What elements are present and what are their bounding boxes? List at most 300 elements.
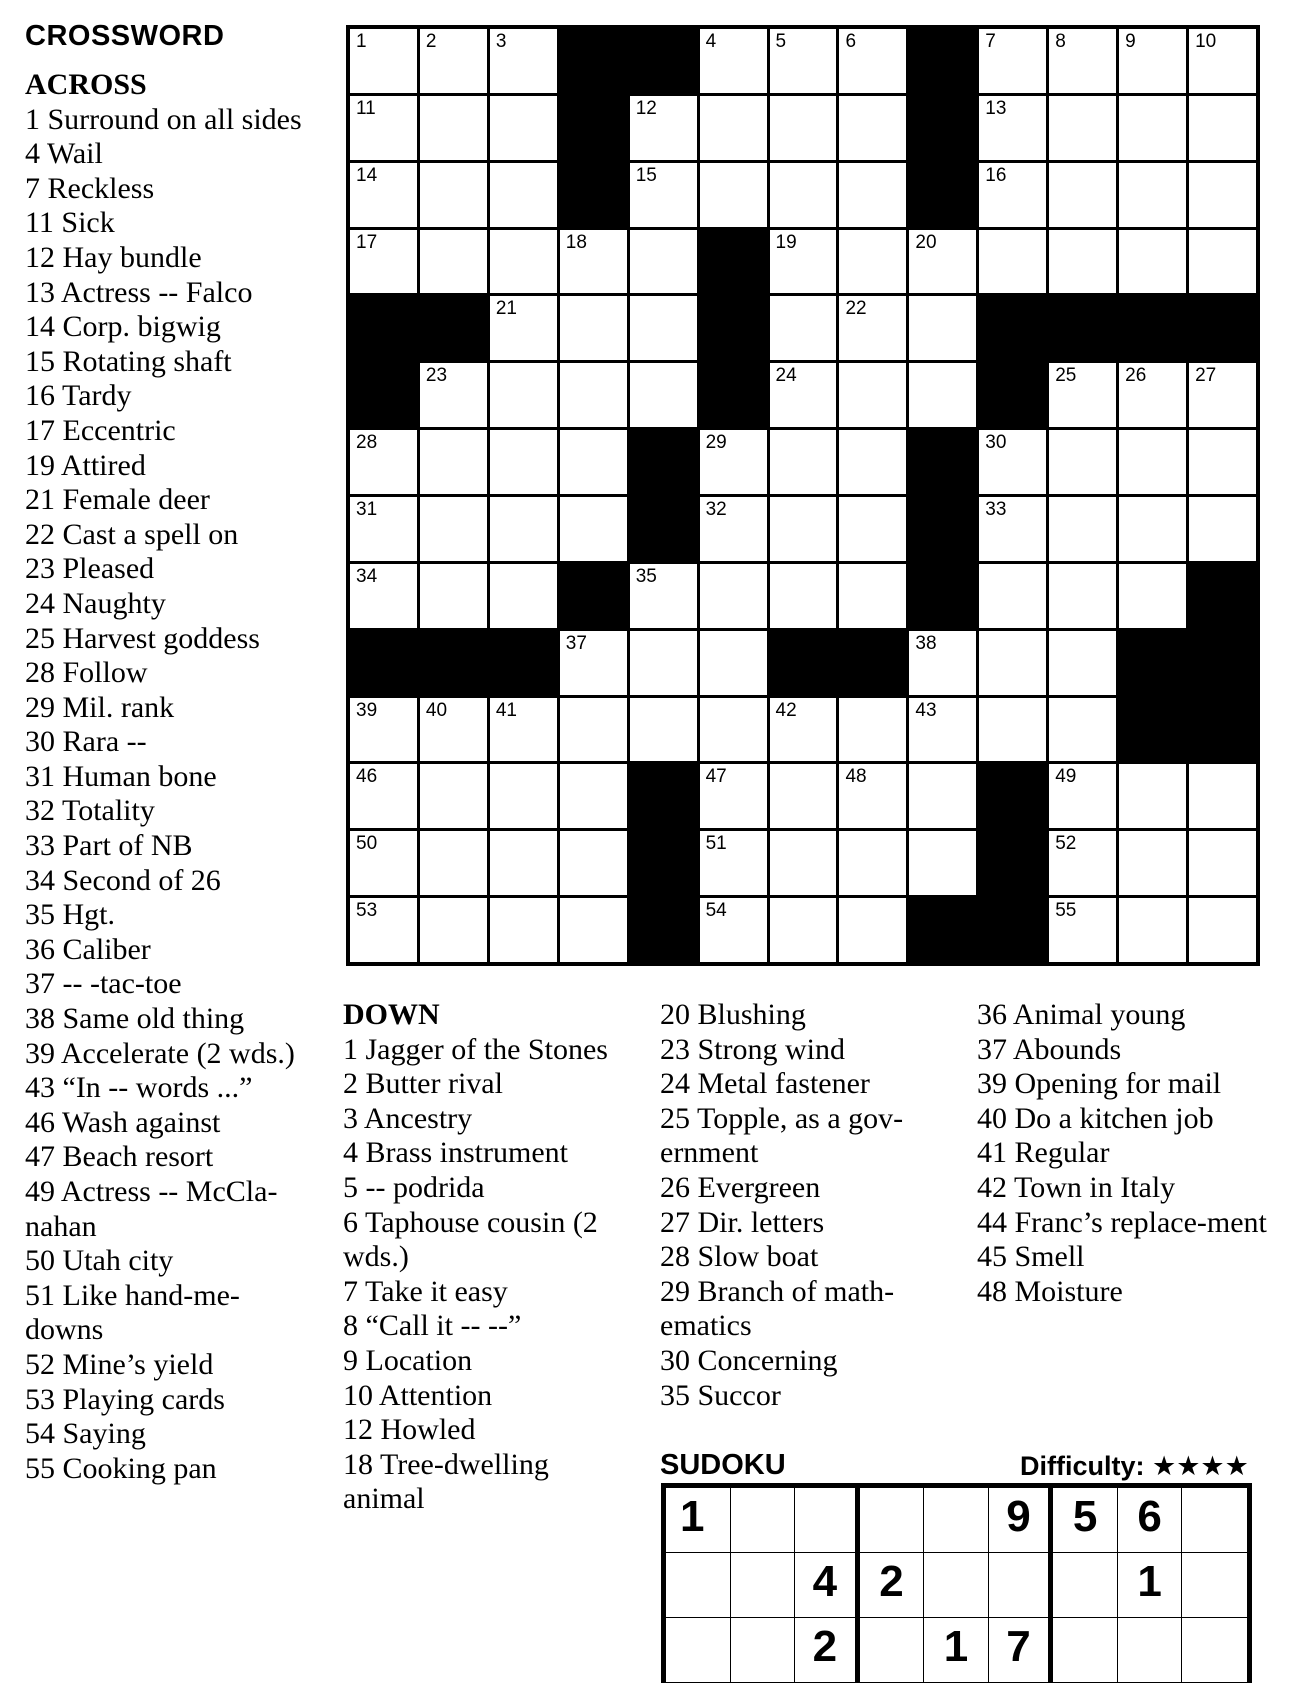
- sudoku-cell[interactable]: [1053, 1618, 1118, 1683]
- clue-number: 26: [1125, 365, 1147, 387]
- crossword-cell[interactable]: [1189, 363, 1256, 427]
- clue-number: 33: [985, 499, 1007, 520]
- crossword-black-square: [1119, 631, 1186, 695]
- clue-number: 23: [425, 365, 448, 387]
- sudoku-title: SUDOKU: [660, 1449, 786, 1481]
- crossword-cell[interactable]: [490, 230, 557, 294]
- clue: 43 “In -- words ...”: [25, 1071, 253, 1105]
- clue: 21 Female deer: [25, 483, 210, 517]
- crossword-cell[interactable]: [1119, 230, 1186, 294]
- sudoku-cell[interactable]: 7: [989, 1618, 1054, 1683]
- sudoku-cell[interactable]: [860, 1618, 925, 1683]
- crossword-black-square: [630, 29, 697, 93]
- sudoku-cell[interactable]: [731, 1618, 796, 1683]
- crossword-cell[interactable]: [839, 163, 906, 227]
- crossword-cell[interactable]: [1119, 831, 1186, 895]
- crossword-cell[interactable]: [350, 163, 417, 227]
- clue-number: 1: [356, 31, 367, 52]
- clue: 1 Jagger of the Stones: [343, 1032, 608, 1066]
- crossword-cell[interactable]: [979, 497, 1046, 561]
- across-heading: ACROSS: [25, 68, 147, 101]
- crossword-cell[interactable]: [350, 831, 417, 895]
- clue: 38 Same old thing: [25, 1002, 245, 1036]
- clue: 11 Sick: [25, 206, 115, 240]
- crossword-cell[interactable]: [770, 764, 837, 828]
- crossword-black-square: [560, 29, 627, 93]
- sudoku-cell[interactable]: 1: [666, 1488, 731, 1553]
- clue-number: 3: [495, 31, 507, 52]
- crossword-cell[interactable]: [909, 363, 976, 427]
- clue-number: 39: [356, 699, 378, 721]
- crossword-black-square: [979, 363, 1046, 427]
- clue: 37 -- -tac-toe: [25, 967, 182, 1001]
- crossword-cell[interactable]: [1189, 497, 1256, 561]
- crossword-cell[interactable]: [909, 764, 976, 828]
- clue-number: 11: [356, 97, 376, 119]
- crossword-cell[interactable]: [1049, 764, 1116, 828]
- crossword-cell[interactable]: [1189, 230, 1256, 294]
- crossword-cell[interactable]: [350, 497, 417, 561]
- crossword-cell[interactable]: [350, 29, 417, 93]
- crossword-black-square: [1119, 296, 1186, 360]
- crossword-cell[interactable]: [700, 96, 767, 160]
- crossword-black-square: [350, 631, 417, 695]
- crossword-cell[interactable]: [420, 430, 487, 494]
- crossword-cell[interactable]: [560, 898, 627, 962]
- crossword-cell[interactable]: [1049, 96, 1116, 160]
- crossword-black-square: [420, 631, 487, 695]
- crossword-cell[interactable]: [420, 898, 487, 962]
- crossword-cell[interactable]: [350, 96, 417, 160]
- clue: 24 Metal fastener: [660, 1067, 870, 1101]
- crossword-cell[interactable]: [560, 631, 627, 695]
- crossword-cell[interactable]: [839, 698, 906, 762]
- clue-number: 22: [845, 298, 867, 320]
- clue: 24 Naughty: [25, 586, 166, 620]
- crossword-cell[interactable]: [420, 163, 487, 227]
- crossword-cell[interactable]: [1049, 29, 1116, 93]
- crossword-black-square: [350, 363, 417, 427]
- clue-number: 49: [1055, 766, 1077, 788]
- clue: 23 Strong wind: [660, 1032, 846, 1066]
- crossword-cell[interactable]: [979, 430, 1046, 494]
- clue: 49 Actress -- McCla-nahan: [25, 1175, 278, 1243]
- crossword-cell[interactable]: [700, 898, 767, 962]
- clue: 36 Animal young: [977, 998, 1186, 1031]
- crossword-cell[interactable]: [420, 764, 487, 828]
- sudoku-cell[interactable]: [924, 1488, 989, 1553]
- clue-number: 40: [425, 699, 448, 721]
- crossword-cell[interactable]: [1119, 363, 1186, 427]
- crossword-cell[interactable]: [420, 564, 487, 628]
- clue: 18 Tree-dwelling animal: [343, 1447, 549, 1516]
- crossword-cell[interactable]: [560, 430, 627, 494]
- crossword-cell[interactable]: [1189, 430, 1256, 494]
- sudoku-cell[interactable]: [924, 1553, 989, 1618]
- crossword-cell[interactable]: [1119, 497, 1186, 561]
- clue: 46 Wash against: [25, 1105, 221, 1139]
- clue: 2 Butter rival: [343, 1067, 503, 1101]
- crossword-cell[interactable]: [630, 698, 697, 762]
- clue: 30 Concerning: [660, 1343, 838, 1377]
- crossword-cell[interactable]: [420, 831, 487, 895]
- crossword-cell[interactable]: [1049, 898, 1116, 962]
- clue-number: 30: [985, 432, 1007, 454]
- clue: 23 Pleased: [25, 552, 155, 586]
- sudoku-cell[interactable]: 5: [1053, 1488, 1118, 1553]
- crossword-cell[interactable]: [560, 497, 627, 561]
- crossword-cell[interactable]: [560, 230, 627, 294]
- crossword-cell[interactable]: [1049, 230, 1116, 294]
- crossword-cell[interactable]: [700, 564, 767, 628]
- crossword-black-square: [630, 430, 697, 494]
- crossword-cell[interactable]: [700, 29, 767, 93]
- crossword-cell[interactable]: [1119, 564, 1186, 628]
- crossword-cell[interactable]: [700, 163, 767, 227]
- crossword-cell[interactable]: [770, 564, 837, 628]
- clue: 53 Playing cards: [25, 1382, 225, 1416]
- crossword-cell[interactable]: [1189, 831, 1256, 895]
- crossword-black-square: [979, 296, 1046, 360]
- clue-number: 10: [1195, 31, 1217, 52]
- clue: 30 Rara --: [25, 725, 147, 759]
- crossword-cell[interactable]: [1049, 497, 1116, 561]
- sudoku-grid: [661, 1483, 1252, 1683]
- crossword-black-square: [560, 564, 627, 628]
- clue: 39 Accelerate (2 wds.): [25, 1036, 295, 1070]
- clue: 50 Utah city: [25, 1244, 174, 1278]
- crossword-cell[interactable]: [1119, 96, 1186, 160]
- crossword-cell[interactable]: [700, 698, 767, 762]
- crossword-cell[interactable]: [420, 497, 487, 561]
- across-clue-list: [25, 103, 310, 1487]
- clue: 17 Eccentric: [25, 413, 176, 447]
- crossword-cell[interactable]: [490, 430, 557, 494]
- crossword-cell[interactable]: [1049, 430, 1116, 494]
- crossword-cell[interactable]: [909, 230, 976, 294]
- crossword-cell[interactable]: [839, 29, 906, 93]
- crossword-cell[interactable]: [350, 698, 417, 762]
- down-clue-list-2: [660, 998, 950, 1413]
- crossword-cell[interactable]: [560, 296, 627, 360]
- crossword-cell[interactable]: [420, 96, 487, 160]
- crossword-cell[interactable]: [770, 497, 837, 561]
- clue-number: 41: [495, 699, 517, 721]
- crossword-cell[interactable]: [839, 564, 906, 628]
- down-clues-column-3: [977, 998, 1277, 1309]
- sudoku-cell[interactable]: [666, 1553, 731, 1618]
- sudoku-cell[interactable]: [1182, 1488, 1247, 1553]
- crossword-cell[interactable]: [1119, 764, 1186, 828]
- across-clues: [25, 68, 310, 1486]
- clue: 22 Cast a spell on: [25, 517, 239, 551]
- sudoku-cell[interactable]: [1053, 1553, 1118, 1618]
- crossword-cell[interactable]: [700, 631, 767, 695]
- clue: 28 Slow boat: [660, 1240, 819, 1274]
- clue: 55 Cooking pan: [25, 1451, 217, 1485]
- crossword-cell[interactable]: [979, 230, 1046, 294]
- sudoku-cell[interactable]: [731, 1553, 796, 1618]
- clue: 34 Second of 26: [25, 863, 221, 897]
- crossword-cell[interactable]: [839, 430, 906, 494]
- clue: 33 Part of NB: [25, 829, 193, 863]
- crossword-cell[interactable]: [630, 564, 697, 628]
- sudoku-cell[interactable]: [1182, 1618, 1247, 1683]
- crossword-cell[interactable]: [420, 363, 487, 427]
- crossword-black-square: [770, 631, 837, 695]
- clue-number: 18: [565, 231, 587, 253]
- crossword-cell[interactable]: [490, 497, 557, 561]
- crossword-cell[interactable]: [770, 230, 837, 294]
- crossword-cell[interactable]: [490, 96, 557, 160]
- clue: 26 Evergreen: [660, 1170, 821, 1204]
- crossword-cell[interactable]: [630, 296, 697, 360]
- clue: 19 Attired: [25, 448, 146, 482]
- sudoku-cell[interactable]: [860, 1488, 925, 1553]
- clue: 40 Do a kitchen job: [977, 1101, 1214, 1135]
- clue: 32 Totality: [25, 794, 155, 828]
- crossword-cell[interactable]: [909, 698, 976, 762]
- clue: 42 Town in Italy: [977, 1170, 1176, 1204]
- crossword-cell[interactable]: [770, 898, 837, 962]
- crossword-cell[interactable]: [770, 698, 837, 762]
- crossword-cell[interactable]: [770, 430, 837, 494]
- crossword-cell[interactable]: [630, 631, 697, 695]
- sudoku-cell[interactable]: 2: [795, 1618, 860, 1683]
- clue-number: 55: [1055, 900, 1077, 922]
- crossword-cell[interactable]: [490, 898, 557, 962]
- crossword-cell[interactable]: [1189, 96, 1256, 160]
- clue-number: 12: [635, 97, 657, 119]
- crossword-cell[interactable]: [420, 29, 487, 93]
- crossword-cell[interactable]: [630, 96, 697, 160]
- crossword-cell[interactable]: [839, 764, 906, 828]
- crossword-cell[interactable]: [839, 497, 906, 561]
- crossword-cell[interactable]: [909, 631, 976, 695]
- clue: 3 Ancestry: [343, 1101, 473, 1135]
- clue-number: 19: [775, 231, 797, 253]
- crossword-cell[interactable]: [350, 764, 417, 828]
- sudoku-cell[interactable]: [666, 1618, 731, 1683]
- clue-number: 37: [565, 632, 587, 654]
- clue: 7 Reckless: [25, 171, 155, 205]
- sudoku-cell[interactable]: 4: [795, 1553, 860, 1618]
- crossword-cell[interactable]: [839, 230, 906, 294]
- down-heading: DOWN: [343, 998, 440, 1031]
- crossword-cell[interactable]: [700, 430, 767, 494]
- crossword-cell[interactable]: [490, 698, 557, 762]
- crossword-cell[interactable]: [350, 230, 417, 294]
- clue: 52 Mine’s yield: [25, 1347, 214, 1381]
- crossword-cell[interactable]: [1049, 363, 1116, 427]
- clue-number: 7: [985, 31, 996, 52]
- crossword-cell[interactable]: [839, 363, 906, 427]
- clue-number: 47: [705, 766, 727, 788]
- sudoku-cell[interactable]: 1: [924, 1618, 989, 1683]
- crossword-cell[interactable]: [630, 163, 697, 227]
- crossword-cell[interactable]: [1119, 163, 1186, 227]
- clue: 12 Howled: [343, 1413, 476, 1447]
- crossword-cell[interactable]: [420, 230, 487, 294]
- clue: 51 Like hand-me-downs: [25, 1278, 240, 1347]
- crossword-cell[interactable]: [1049, 564, 1116, 628]
- clue: 29 Mil. rank: [25, 690, 175, 724]
- clue-number: 53: [356, 900, 378, 922]
- sudoku-cell[interactable]: 2: [860, 1553, 925, 1618]
- crossword-cell[interactable]: [560, 363, 627, 427]
- clue: 35 Succor: [660, 1378, 781, 1412]
- crossword-cell[interactable]: [1049, 163, 1116, 227]
- clue-number: 43: [915, 699, 937, 721]
- crossword-black-square: [630, 898, 697, 962]
- crossword-black-square: [560, 96, 627, 160]
- clue: 16 Tardy: [25, 379, 132, 413]
- clue: 8 “Call it -- --”: [343, 1309, 522, 1343]
- crossword-black-square: [1189, 698, 1256, 762]
- crossword-cell[interactable]: [490, 764, 557, 828]
- crossword-cell[interactable]: [350, 564, 417, 628]
- crossword-cell[interactable]: [839, 296, 906, 360]
- crossword-cell[interactable]: [770, 29, 837, 93]
- crossword-cell[interactable]: [909, 831, 976, 895]
- crossword-black-square: [909, 29, 976, 93]
- crossword-black-square: [909, 497, 976, 561]
- clue: 41 Regular: [977, 1136, 1110, 1170]
- crossword-cell[interactable]: [839, 831, 906, 895]
- crossword-cell[interactable]: [490, 363, 557, 427]
- crossword-cell[interactable]: [350, 430, 417, 494]
- clue: 9 Location: [343, 1343, 473, 1377]
- down-clue-list-1: [343, 1033, 633, 1517]
- crossword-black-square: [909, 898, 976, 962]
- crossword-cell[interactable]: [1189, 163, 1256, 227]
- crossword-cell[interactable]: [770, 831, 837, 895]
- clue-number: 34: [356, 565, 378, 587]
- clue-number: 4: [705, 31, 717, 52]
- sudoku-cell[interactable]: [1118, 1618, 1183, 1683]
- clue: 15 Rotating shaft: [25, 344, 232, 378]
- clue: 39 Opening for mail: [977, 1067, 1222, 1101]
- crossword-cell[interactable]: [979, 564, 1046, 628]
- crossword-title: CROSSWORD: [25, 20, 225, 52]
- crossword-cell[interactable]: [560, 831, 627, 895]
- sudoku-cell[interactable]: [731, 1488, 796, 1553]
- crossword-cell[interactable]: [979, 29, 1046, 93]
- clue: 4 Wail: [25, 137, 103, 171]
- sudoku-cell[interactable]: 6: [1118, 1488, 1183, 1553]
- clue: 45 Smell: [977, 1240, 1085, 1274]
- clue-number: 52: [1055, 833, 1077, 855]
- crossword-cell[interactable]: [700, 831, 767, 895]
- difficulty-stars: ★★★★: [1152, 1451, 1249, 1481]
- crossword-black-square: [700, 363, 767, 427]
- crossword-cell[interactable]: [1119, 898, 1186, 962]
- clue: 28 Follow: [25, 656, 148, 690]
- clue: 12 Hay bundle: [25, 240, 202, 274]
- crossword-cell[interactable]: [1049, 831, 1116, 895]
- crossword-cell[interactable]: [770, 296, 837, 360]
- crossword-cell[interactable]: [1049, 698, 1116, 762]
- crossword-cell[interactable]: [979, 698, 1046, 762]
- crossword-cell[interactable]: [1119, 29, 1186, 93]
- crossword-black-square: [700, 296, 767, 360]
- crossword-cell[interactable]: [839, 96, 906, 160]
- clue: 36 Caliber: [25, 932, 151, 966]
- crossword-cell[interactable]: [630, 230, 697, 294]
- crossword-cell[interactable]: [490, 831, 557, 895]
- crossword-cell[interactable]: [630, 363, 697, 427]
- crossword-cell[interactable]: [700, 764, 767, 828]
- crossword-cell[interactable]: [770, 96, 837, 160]
- clue-number: 29: [705, 432, 727, 454]
- crossword-black-square: [630, 831, 697, 895]
- crossword-black-square: [420, 296, 487, 360]
- crossword-cell[interactable]: [770, 163, 837, 227]
- crossword-cell[interactable]: [839, 898, 906, 962]
- crossword-cell[interactable]: [420, 698, 487, 762]
- crossword-black-square: [630, 497, 697, 561]
- crossword-cell[interactable]: [770, 363, 837, 427]
- crossword-cell[interactable]: [560, 764, 627, 828]
- clue: 25 Topple, as a gov-ernment: [660, 1101, 904, 1170]
- crossword-black-square: [630, 764, 697, 828]
- clue: 29 Branch of math-ematics: [660, 1274, 895, 1343]
- crossword-cell[interactable]: [1189, 898, 1256, 962]
- crossword-cell[interactable]: [490, 564, 557, 628]
- crossword-black-square: [1119, 698, 1186, 762]
- clue: 14 Corp. bigwig: [25, 310, 221, 344]
- clue-number: 13: [985, 97, 1007, 119]
- crossword-cell[interactable]: [700, 497, 767, 561]
- clue-number: 54: [705, 900, 727, 922]
- crossword-cell[interactable]: [490, 29, 557, 93]
- crossword-cell[interactable]: [1119, 430, 1186, 494]
- crossword-cell[interactable]: [909, 296, 976, 360]
- clue: 1 Surround on all sides: [25, 102, 302, 136]
- crossword-cell[interactable]: [1189, 764, 1256, 828]
- crossword-cell[interactable]: [1049, 631, 1116, 695]
- clue-number: 14: [356, 164, 378, 186]
- sudoku-cell[interactable]: [989, 1553, 1054, 1618]
- crossword-cell[interactable]: [350, 898, 417, 962]
- clue-number: 5: [775, 31, 787, 52]
- clue-number: 46: [356, 766, 378, 788]
- clue: 25 Harvest goddess: [25, 621, 260, 655]
- crossword-cell[interactable]: [1189, 29, 1256, 93]
- sudoku-cell[interactable]: 9: [989, 1488, 1054, 1553]
- clue: 20 Blushing: [660, 998, 806, 1031]
- crossword-black-square: [839, 631, 906, 695]
- clue: 6 Taphouse cousin (2 wds.): [343, 1205, 598, 1274]
- crossword-black-square: [350, 296, 417, 360]
- crossword-cell[interactable]: [490, 163, 557, 227]
- crossword-cell[interactable]: [979, 96, 1046, 160]
- crossword-black-square: [1189, 296, 1256, 360]
- crossword-black-square: [560, 163, 627, 227]
- crossword-cell[interactable]: [979, 631, 1046, 695]
- crossword-cell[interactable]: [490, 296, 557, 360]
- clue: 31 Human bone: [25, 759, 217, 793]
- sudoku-cell[interactable]: [795, 1488, 860, 1553]
- crossword-cell[interactable]: [560, 698, 627, 762]
- crossword-cell[interactable]: [979, 163, 1046, 227]
- clue-number: 15: [635, 164, 657, 186]
- difficulty-label: Difficulty:: [1020, 1451, 1145, 1481]
- sudoku-cell[interactable]: 1: [1118, 1553, 1183, 1618]
- clue: 27 Dir. letters: [660, 1205, 825, 1239]
- sudoku-cell[interactable]: [1182, 1553, 1247, 1618]
- crossword-black-square: [909, 564, 976, 628]
